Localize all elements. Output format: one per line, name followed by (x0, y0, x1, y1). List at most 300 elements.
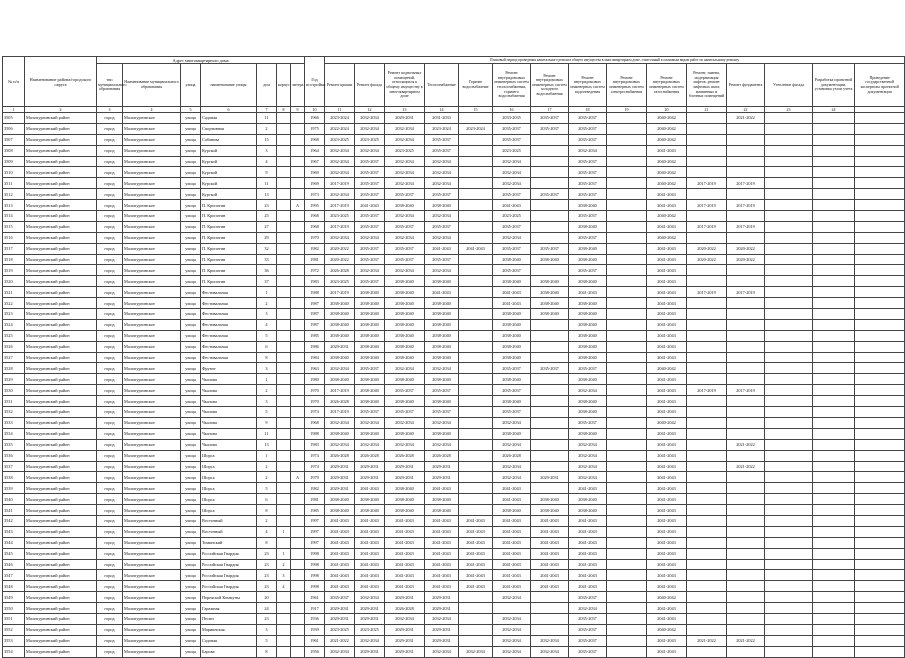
cell-year: 1970 (305, 385, 325, 396)
cell-c11 (687, 330, 727, 341)
cell-mo: Малопургинское (123, 265, 181, 276)
cell-no: 3538 (3, 472, 25, 483)
cell-k (277, 134, 291, 145)
cell-st: улица (181, 624, 201, 635)
cell-c1: 2023-2024 (325, 113, 355, 124)
cell-c1: 2029-2031 (325, 613, 355, 624)
cell-no: 3527 (3, 352, 25, 363)
cell-c13 (765, 167, 813, 178)
cell-name: Сабанова (201, 134, 257, 145)
cell-house: 23 (257, 548, 277, 559)
table-row (3, 167, 905, 178)
cell-c12 (727, 646, 765, 657)
cell-k (277, 123, 291, 134)
cell-c8: 2038-2040 (569, 298, 607, 309)
cell-house: 6 (257, 494, 277, 505)
cell-c6: 2041-2043 (493, 287, 531, 298)
cell-c6: 2032-2034 (493, 635, 531, 646)
cell-house: 25 (257, 211, 277, 222)
cell-name: Курской (201, 156, 257, 167)
table-row (3, 439, 905, 450)
cell-year: 1981 (305, 254, 325, 265)
cell-c10: 2041-2043 (647, 613, 687, 624)
cell-year: 1997 (305, 526, 325, 537)
cell-c5 (459, 319, 493, 330)
cell-c12 (727, 396, 765, 407)
cell-c8: 2038-2040 (569, 221, 607, 232)
cell-c8: 2035-2037 (569, 363, 607, 374)
table-row (3, 483, 905, 494)
cell-c11 (687, 450, 727, 461)
cell-c12: 2017-2019 (727, 178, 765, 189)
cell-k (277, 592, 291, 603)
cell-lit (291, 407, 305, 418)
cell-c7 (531, 156, 569, 167)
cell-c2: 2035-2037 (355, 167, 385, 178)
column-number: 16 (493, 107, 531, 113)
cell-empty (813, 570, 855, 581)
cell-c10: 2041-2043 (647, 428, 687, 439)
cell-house: 13 (257, 439, 277, 450)
cell-k (277, 417, 291, 428)
cell-c8: 2038-2040 (569, 309, 607, 320)
cell-type: город (97, 472, 123, 483)
cell-year: 1998 (305, 548, 325, 559)
cell-c10: 2041-2043 (647, 352, 687, 363)
cell-lit (291, 298, 305, 309)
cell-c10: 2041-2043 (647, 646, 687, 657)
cell-c6: 2038-2040 (493, 330, 531, 341)
cell-c11 (687, 167, 727, 178)
cell-c2: 2035-2037 (355, 363, 385, 374)
cell-st: улица (181, 211, 201, 222)
cell-year: 1964 (305, 145, 325, 156)
cell-mo: Малопургинское (123, 407, 181, 418)
cell-type: город (97, 592, 123, 603)
cell-c6: 2041-2043 (493, 526, 531, 537)
cell-type: город (97, 494, 123, 505)
cell-name: Фестивальная (201, 298, 257, 309)
cell-empty (855, 439, 905, 450)
cell-c1: 2032-2034 (325, 646, 355, 657)
col-insulation: Утепление фасада (765, 64, 813, 107)
cell-year: 1974 (305, 450, 325, 461)
cell-c1: 2032-2034 (325, 439, 355, 450)
cell-empty (813, 450, 855, 461)
cell-c4: 2032-2034 (425, 265, 459, 276)
table-row (3, 156, 905, 167)
cell-c7: 2041-2043 (531, 515, 569, 526)
cell-st: улица (181, 298, 201, 309)
cell-c11 (687, 613, 727, 624)
cell-c11 (687, 483, 727, 494)
cell-c7 (531, 167, 569, 178)
cell-year: 1975 (305, 123, 325, 134)
cell-lit (291, 439, 305, 450)
cell-lit (291, 559, 305, 570)
cell-c7 (531, 221, 569, 232)
cell-empty (855, 123, 905, 134)
cell-empty (855, 613, 905, 624)
cell-name: Российская Гвардия (201, 548, 257, 559)
cell-type: город (97, 200, 123, 211)
cell-c4: 2035-2037 (425, 385, 459, 396)
cell-c8: 2038-2040 (569, 276, 607, 287)
cell-mo: Малопургинское (123, 330, 181, 341)
col-basement: Ремонт подвальных помещений, относящихся к общему имуществу в многоквартирном доме (385, 64, 425, 107)
cell-c8: 2038-2040 (569, 407, 607, 418)
cell-k (277, 396, 291, 407)
cell-mo: Малопургинское (123, 254, 181, 265)
cell-c4: 2038-2040 (425, 298, 459, 309)
cell-c13 (765, 396, 813, 407)
cell-c4: 2041-2043 (425, 483, 459, 494)
cell-c11 (687, 559, 727, 570)
cell-name: Фестивальная (201, 319, 257, 330)
cell-empty (855, 428, 905, 439)
cell-no: 3513 (3, 200, 25, 211)
cell-c13 (765, 243, 813, 254)
cell-year: 1981 (305, 494, 325, 505)
cell-c3: 2032-2034 (385, 232, 425, 243)
cell-district: Малопургинский район (25, 613, 97, 624)
cell-lit (291, 548, 305, 559)
cell-c8: 2038-2040 (569, 200, 607, 211)
cell-year: 1982 (305, 243, 325, 254)
cell-k (277, 407, 291, 418)
cell-c8: 2035-2037 (569, 167, 607, 178)
cell-year: 1988 (305, 287, 325, 298)
table-row (3, 145, 905, 156)
cell-c2: 2038-2040 (355, 352, 385, 363)
table-row (3, 113, 905, 124)
cell-k (277, 385, 291, 396)
cell-empty (813, 298, 855, 309)
cell-c13 (765, 592, 813, 603)
cell-lit: А (291, 472, 305, 483)
cell-empty (855, 515, 905, 526)
cell-mo: Малопургинское (123, 211, 181, 222)
cell-name: Фестивальная (201, 287, 257, 298)
cell-empty (813, 232, 855, 243)
cell-empty (855, 254, 905, 265)
cell-c12 (727, 352, 765, 363)
cell-c3: 2038-2040 (385, 330, 425, 341)
cell-house: 23 (257, 559, 277, 570)
cell-c6: 2035-2037 (493, 363, 531, 374)
cell-c2: 2032-2034 (355, 592, 385, 603)
cell-c13 (765, 494, 813, 505)
cell-mo: Малопургинское (123, 363, 181, 374)
col-mo-name: Наименование муниципального образования (123, 64, 181, 107)
cell-house: 11 (257, 428, 277, 439)
cell-year: 1970 (305, 396, 325, 407)
cell-c2: 2029-2031 (355, 613, 385, 624)
cell-c12 (727, 483, 765, 494)
cell-c3: 2035-2037 (385, 189, 425, 200)
cell-type: город (97, 178, 123, 189)
cell-lit (291, 254, 305, 265)
cell-c11 (687, 374, 727, 385)
cell-no: 3511 (3, 178, 25, 189)
cell-c10: 2041-2043 (647, 439, 687, 450)
group-periods: Плановый период проведения капитального ремонта общего имущества в многоквартирном доме, отнесенный к плановым видам работ по капитальному ремонту (325, 57, 905, 64)
cell-k (277, 156, 291, 167)
cell-c3: 2038-2040 (385, 428, 425, 439)
cell-lit (291, 417, 305, 428)
cell-c1: 2041-2043 (325, 537, 355, 548)
cell-c13 (765, 145, 813, 156)
cell-c4: 2041-2043 (425, 581, 459, 592)
cell-c6: 2032-2034 (493, 417, 531, 428)
cell-k (277, 167, 291, 178)
cell-district: Малопургинский район (25, 385, 97, 396)
cell-c10: 2041-2043 (647, 200, 687, 211)
cell-c6: 2038-2040 (493, 276, 531, 287)
cell-c1: 2041-2043 (325, 559, 355, 570)
table-row (3, 265, 905, 276)
cell-empty (855, 407, 905, 418)
cell-c11 (687, 309, 727, 320)
cell-year: 1968 (305, 211, 325, 222)
cell-st: улица (181, 450, 201, 461)
cell-c4: 2029-2031 (425, 635, 459, 646)
table-row (3, 570, 905, 581)
cell-c3: 2038-2040 (385, 494, 425, 505)
table-row (3, 417, 905, 428)
column-number: 9 (291, 107, 305, 113)
cell-c8: 2041-2043 (569, 548, 607, 559)
table-row (3, 385, 905, 396)
cell-name: Песни (201, 613, 257, 624)
cell-empty (855, 156, 905, 167)
cell-c7 (531, 319, 569, 330)
cell-type: город (97, 428, 123, 439)
cell-c13 (765, 374, 813, 385)
cell-c2: 2035-2037 (355, 407, 385, 418)
cell-lit (291, 428, 305, 439)
cell-mo: Малопургинское (123, 200, 181, 211)
cell-no: 3554 (3, 646, 25, 657)
cell-mo: Малопургинское (123, 515, 181, 526)
cell-type: город (97, 461, 123, 472)
cell-c13 (765, 613, 813, 624)
cell-no: 3524 (3, 319, 25, 330)
cell-c13 (765, 232, 813, 243)
cell-c6: 2041-2043 (493, 515, 531, 526)
col-water: Ремонт внутридомовых инженерных систем холодного водоснабжения (531, 64, 569, 107)
cell-type: город (97, 396, 123, 407)
cell-c12: 2017-2019 (727, 200, 765, 211)
cell-c9 (607, 298, 647, 309)
cell-c2: 2041-2043 (355, 526, 385, 537)
cell-c9 (607, 123, 647, 134)
cell-c10: 2041-2043 (647, 309, 687, 320)
cell-c2: 2032-2034 (355, 113, 385, 124)
cell-c10: 2040-2042 (647, 592, 687, 603)
cell-lit (291, 537, 305, 548)
cell-c6: 2041-2043 (493, 559, 531, 570)
cell-c11 (687, 548, 727, 559)
cell-lit (291, 494, 305, 505)
cell-house: 23 (257, 200, 277, 211)
cell-c9 (607, 134, 647, 145)
cell-district: Малопургинский район (25, 134, 97, 145)
cell-c5 (459, 374, 493, 385)
cell-c10: 2041-2043 (647, 635, 687, 646)
cell-year: 1979 (305, 472, 325, 483)
cell-c6: 2038-2040 (493, 309, 531, 320)
cell-c2: 2035-2037 (355, 276, 385, 287)
cell-c5 (459, 363, 493, 374)
cell-mo: Малопургинское (123, 581, 181, 592)
cell-c4: 2038-2040 (425, 319, 459, 330)
cell-house: 8 (257, 646, 277, 657)
cell-c2: 2032-2034 (355, 439, 385, 450)
cell-empty (813, 221, 855, 232)
cell-c11 (687, 472, 727, 483)
cell-mo: Малопургинское (123, 374, 181, 385)
cell-c5 (459, 352, 493, 363)
cell-no: 3522 (3, 298, 25, 309)
cell-c13 (765, 254, 813, 265)
cell-mo: Малопургинское (123, 483, 181, 494)
cell-c5 (459, 407, 493, 418)
cell-empty (855, 417, 905, 428)
cell-c4: 2038-2040 (425, 341, 459, 352)
cell-c13 (765, 526, 813, 537)
cell-no: 3539 (3, 483, 25, 494)
cell-c11 (687, 145, 727, 156)
table-row (3, 134, 905, 145)
cell-house: 3 (257, 363, 277, 374)
cell-k (277, 374, 291, 385)
cell-c12 (727, 145, 765, 156)
cell-c5 (459, 254, 493, 265)
cell-st: улица (181, 145, 201, 156)
cell-c3: 2032-2034 (385, 417, 425, 428)
cell-c10: 2041-2043 (647, 461, 687, 472)
cell-empty (813, 483, 855, 494)
cell-c11 (687, 113, 727, 124)
cell-c13 (765, 200, 813, 211)
cell-c5 (459, 178, 493, 189)
cell-c5 (459, 461, 493, 472)
cell-c1: 2032-2034 (325, 232, 355, 243)
cell-c10: 2041-2043 (647, 374, 687, 385)
cell-no: 3516 (3, 232, 25, 243)
cell-c4: 2041-2043 (425, 526, 459, 537)
col-district: Наименование района/городского округа (25, 57, 97, 107)
cell-c4: 2029-2031 (425, 603, 459, 614)
cell-c1: 2038-2040 (325, 309, 355, 320)
cell-empty (813, 396, 855, 407)
cell-lit (291, 603, 305, 614)
cell-c8: 2038-2040 (569, 341, 607, 352)
cell-c10: 2041-2043 (647, 298, 687, 309)
cell-year: 1998 (305, 570, 325, 581)
cell-c8: 2032-2034 (569, 603, 607, 614)
cell-lit (291, 330, 305, 341)
cell-st: улица (181, 287, 201, 298)
cell-district: Малопургинский район (25, 537, 97, 548)
cell-c8: 2041-2043 (569, 570, 607, 581)
cell-c9 (607, 407, 647, 418)
cell-empty (813, 417, 855, 428)
cell-c11 (687, 319, 727, 330)
cell-c11 (687, 363, 727, 374)
cell-c13 (765, 189, 813, 200)
col-group-heat: Ремонт внутридомовых инженерных систем теплоснабжения, горячего водоснабжения (493, 64, 531, 107)
cell-c12 (727, 581, 765, 592)
cell-c3: 2041-2043 (385, 526, 425, 537)
cell-c12 (727, 428, 765, 439)
cell-c13 (765, 450, 813, 461)
cell-mo: Малопургинское (123, 613, 181, 624)
cell-district: Малопургинский район (25, 472, 97, 483)
cell-c10: 2041-2043 (647, 330, 687, 341)
cell-c1: 2041-2043 (325, 515, 355, 526)
cell-empty (813, 439, 855, 450)
cell-c3: 2035-2037 (385, 407, 425, 418)
cell-c2: 2035-2037 (355, 221, 385, 232)
cell-c2: 2038-2040 (355, 505, 385, 516)
cell-c2: 2032-2034 (355, 265, 385, 276)
cell-st: улица (181, 243, 201, 254)
cell-house: 9 (257, 417, 277, 428)
cell-no: 3507 (3, 134, 25, 145)
cell-c7 (531, 265, 569, 276)
cell-lit (291, 396, 305, 407)
cell-empty (813, 276, 855, 287)
cell-c7 (531, 145, 569, 156)
cell-no: 3519 (3, 265, 25, 276)
cell-name: Восточный (201, 515, 257, 526)
cell-c5 (459, 145, 493, 156)
column-number: 20 (647, 107, 687, 113)
cell-house: 6 (257, 341, 277, 352)
cell-k (277, 265, 291, 276)
cell-k: 1 (277, 526, 291, 537)
cell-k (277, 603, 291, 614)
cell-c4: 2029-2031 (425, 624, 459, 635)
cell-c9 (607, 352, 647, 363)
column-number: 19 (607, 107, 647, 113)
cell-c1: 2021-2022 (325, 635, 355, 646)
cell-lit (291, 613, 305, 624)
cell-c1: 2022-2024 (325, 123, 355, 134)
cell-house: 11 (257, 113, 277, 124)
cell-k (277, 352, 291, 363)
cell-c13 (765, 603, 813, 614)
cell-house: 23 (257, 613, 277, 624)
cell-c11: 2020-2022 (687, 254, 727, 265)
cell-c5: 2041-2043 (459, 537, 493, 548)
cell-c11 (687, 298, 727, 309)
cell-district: Малопургинский район (25, 526, 97, 537)
cell-c13 (765, 428, 813, 439)
cell-mo: Малопургинское (123, 385, 181, 396)
cell-empty (855, 396, 905, 407)
cell-name: Чкалова (201, 385, 257, 396)
cell-house: 2 (257, 123, 277, 134)
cell-c10: 2040-2042 (647, 178, 687, 189)
cell-c10: 2040-2042 (647, 113, 687, 124)
cell-st: улица (181, 221, 201, 232)
cell-empty (855, 494, 905, 505)
cell-c4: 2032-2034 (425, 613, 459, 624)
cell-empty (813, 156, 855, 167)
